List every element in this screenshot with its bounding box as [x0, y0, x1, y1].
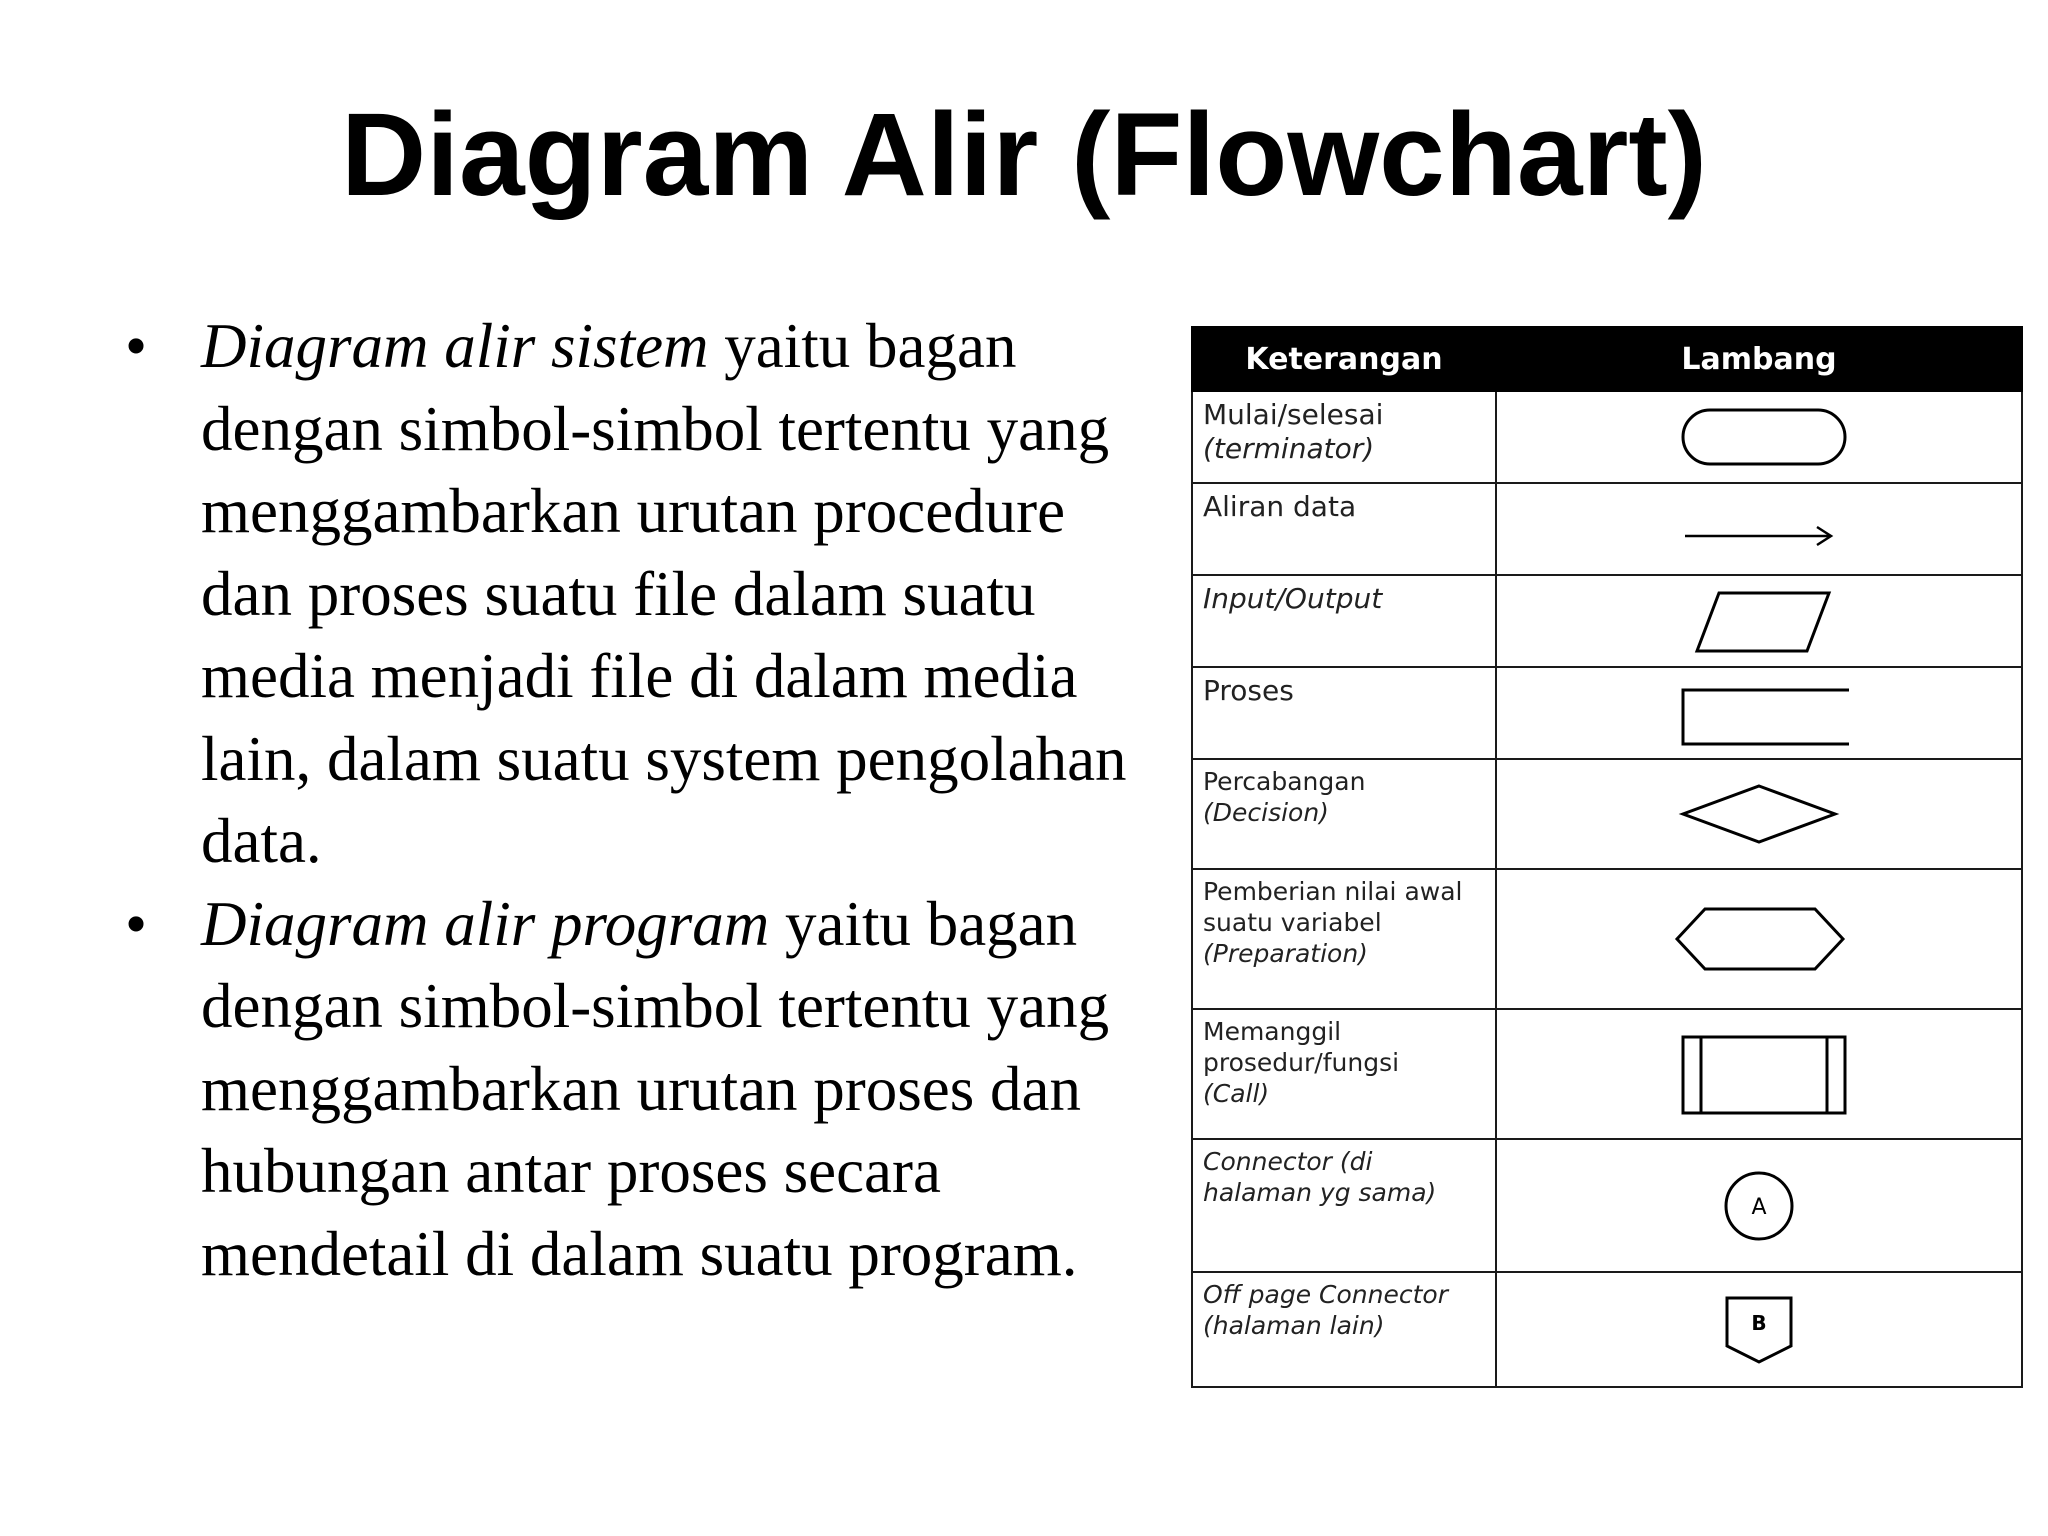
- bullet-term: Diagram alir program: [201, 888, 770, 959]
- row-description: [1192, 1139, 1496, 1272]
- row-description: [1192, 483, 1496, 575]
- table-row: [1192, 759, 2022, 869]
- bullet-text: yaitu bagan dengan simbol-simbol tertentu yang menggambarkan urutan procedure dan proses suatu file dalam suatu media menjadi file di dalam media lain, dalam suatu system pengolahan data.: [201, 311, 1127, 876]
- bullet-item: [120, 305, 1170, 883]
- connector-label: A: [1751, 1194, 1767, 1220]
- flowchart-symbol-table: [1191, 326, 2023, 1388]
- arrow-icon: [1669, 511, 1849, 561]
- row-symbol-cell: [1496, 1139, 2022, 1272]
- terminator-icon: [1669, 402, 1849, 472]
- table-row: [1192, 1272, 2022, 1387]
- row-label: Aliran data: [1203, 490, 1357, 523]
- predefined-process-icon: [1669, 1029, 1849, 1119]
- header-keterangan: Keterangan: [1192, 327, 1496, 391]
- row-symbol-cell: [1496, 667, 2022, 759]
- row-label: (Preparation): [1203, 939, 1368, 968]
- row-description: [1192, 869, 1496, 1009]
- parallelogram-icon: [1669, 583, 1849, 659]
- row-symbol-cell: [1496, 1009, 2022, 1139]
- row-label: (terminator): [1203, 432, 1375, 465]
- slide-title: Diagram Alir (Flowchart): [341, 89, 1707, 221]
- row-label: prosedur/fungsi: [1203, 1048, 1400, 1077]
- table-row: [1192, 391, 2022, 483]
- row-label: Proses: [1203, 674, 1294, 707]
- row-label: halaman yg sama): [1203, 1178, 1437, 1207]
- row-label: Input/Output: [1203, 582, 1383, 615]
- rectangle-icon: [1669, 678, 1849, 748]
- row-label: Pemberian nilai awal: [1203, 877, 1463, 906]
- row-label: (halaman lain): [1203, 1311, 1385, 1340]
- circle-connector-icon: [1669, 1166, 1849, 1246]
- table-row: [1192, 1139, 2022, 1272]
- row-label: suatu variabel: [1203, 908, 1382, 937]
- row-description: [1192, 1272, 1496, 1387]
- table-header-row: [1192, 327, 2022, 391]
- row-description: [1192, 575, 1496, 667]
- row-symbol-cell: [1496, 575, 2022, 667]
- bullet-text: yaitu bagan dengan simbol-simbol tertentu yang menggambarkan urutan proses dan hubungan antar proses secara mendetail di dalam suatu program.: [201, 888, 1110, 1289]
- row-symbol-cell: [1496, 759, 2022, 869]
- table-row: [1192, 575, 2022, 667]
- row-symbol-cell: [1496, 391, 2022, 483]
- row-label: Connector (di: [1203, 1147, 1373, 1176]
- bullet-item: [120, 883, 1170, 1296]
- bullet-marker: •: [125, 888, 148, 959]
- row-description: [1192, 759, 1496, 869]
- bullet-marker: •: [125, 311, 148, 381]
- hexagon-icon: [1669, 901, 1849, 977]
- row-description: [1192, 1009, 1496, 1139]
- table-row: [1192, 483, 2022, 575]
- row-label: Off page Connector: [1203, 1280, 1448, 1309]
- table-row: [1192, 667, 2022, 759]
- row-symbol-cell: [1496, 869, 2022, 1009]
- row-description: [1192, 391, 1496, 483]
- row-description: [1192, 667, 1496, 759]
- row-label: Mulai/selesai: [1203, 398, 1384, 431]
- table-row: [1192, 869, 2022, 1009]
- body-text: [120, 305, 1170, 1295]
- row-symbol-cell: [1496, 483, 2022, 575]
- row-label: Percabangan: [1203, 767, 1366, 796]
- row-label: Memanggil: [1203, 1017, 1342, 1046]
- bullet-term: Diagram alir sistem: [201, 311, 709, 381]
- row-symbol-cell: [1496, 1272, 2022, 1387]
- diamond-icon: [1669, 776, 1849, 852]
- row-label: (Decision): [1203, 798, 1329, 827]
- table-row: [1192, 1009, 2022, 1139]
- offpage-connector-label: B: [1751, 1310, 1767, 1335]
- header-lambang: Lambang: [1496, 327, 2022, 391]
- row-label: (Call): [1203, 1079, 1270, 1108]
- offpage-connector-icon: [1669, 1290, 1849, 1370]
